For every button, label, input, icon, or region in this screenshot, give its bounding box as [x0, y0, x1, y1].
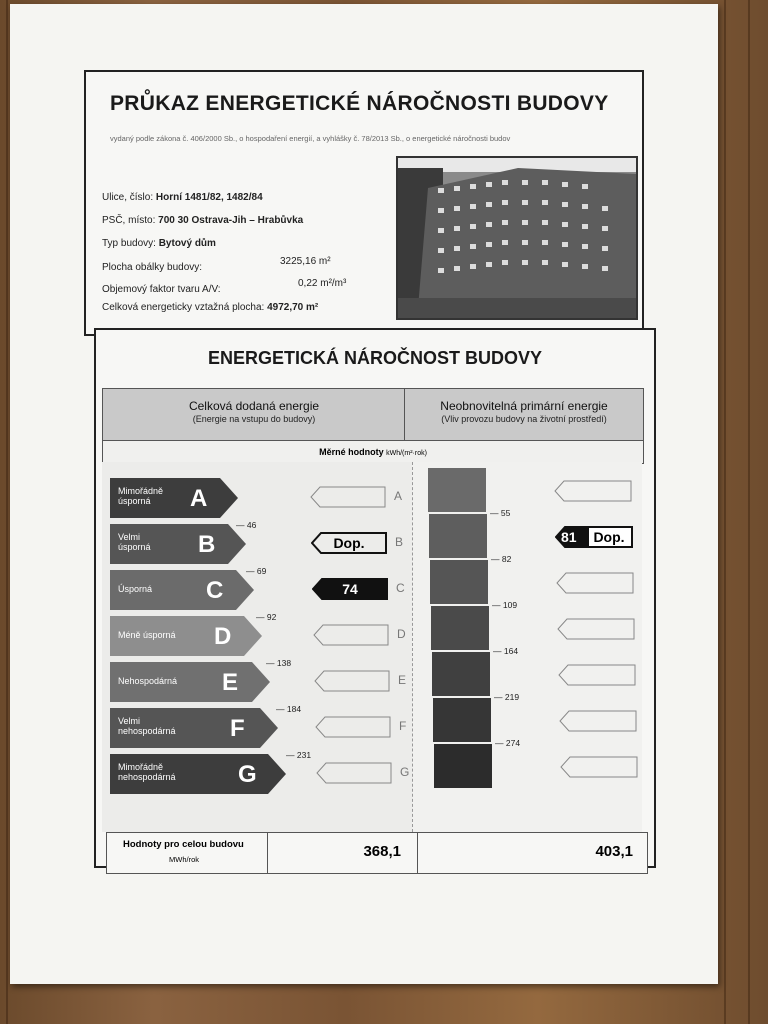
right-total-value: 403,1 [595, 843, 633, 860]
left-class-slot-b [311, 532, 387, 554]
slot-shape [316, 762, 392, 784]
left-column-subtitle: (Energie na vstupu do budovy) [192, 414, 316, 424]
slot-shape [310, 486, 386, 508]
totals-unit: MWh/rok [169, 855, 199, 864]
type-value: Bytový dům [158, 238, 216, 249]
slot-shape [314, 670, 390, 692]
class-label [118, 584, 152, 594]
class-label-line2: nehospodárná [118, 772, 176, 782]
slot-shape [313, 624, 389, 646]
class-arrow-g [110, 754, 286, 794]
area-label: Celková energeticky vztažná plocha: [102, 302, 265, 313]
class-arrow-d [110, 616, 262, 656]
slot-shape [557, 618, 635, 640]
left-class-slot-a [310, 486, 386, 508]
class-label-line1: Úsporná [118, 584, 153, 594]
rating-scales [102, 462, 642, 832]
left-side-letter: E [398, 673, 407, 687]
left-side-letter: A [394, 489, 403, 503]
class-letter: A [190, 485, 208, 512]
left-class-slot-c [312, 578, 388, 600]
page-subtitle: vydaný podle zákona č. 406/2000 Sb., o hospodaření energií, a vyhlášky č. 78/2013 Sb., o energetické náročnosti budov [110, 134, 511, 143]
primary-energy-bar-f [433, 698, 491, 742]
right-class-slot-d [557, 618, 635, 640]
class-arrow-b [110, 524, 246, 564]
rating-title: ENERGETICKÁ NÁROČNOST BUDOVY [207, 348, 543, 368]
slot-value: 81 [561, 529, 577, 545]
totals-label: Hodnoty pro celou budovu [123, 839, 244, 850]
street-label: Ulice, číslo: [102, 192, 154, 203]
primary-energy-bar-g [434, 744, 492, 788]
right-class-slot-c [556, 572, 634, 594]
totals-label-cell [107, 833, 268, 873]
psc-label: PSČ, místo: [102, 215, 156, 226]
left-side-letter: G [400, 765, 410, 779]
certificate [84, 70, 644, 870]
class-arrow-f [110, 708, 278, 748]
class-label-line1: Mimořádně [118, 762, 164, 772]
right-tick-label: — 109 [492, 600, 518, 610]
left-column-header [102, 388, 406, 442]
building-photo-image [398, 158, 636, 318]
slot-shape [556, 572, 634, 594]
envelope-value: 3225,16 m² [280, 256, 331, 267]
factor-value: 0,22 m²/m³ [298, 278, 347, 289]
factor-label: Objemový faktor tvaru A/V: [102, 284, 221, 295]
left-tick-label: — 46 [236, 520, 257, 530]
slot-text: Dop. [333, 535, 365, 551]
class-label [118, 486, 163, 506]
class-letter: E [222, 669, 239, 696]
slot-shape [315, 716, 391, 738]
right-tick-label: — 82 [491, 554, 512, 564]
left-class-slot-d [313, 624, 389, 646]
right-class-slot-e [558, 664, 636, 686]
type-label: Typ budovy: [102, 238, 156, 249]
building-info-box [84, 70, 644, 336]
right-column-header [404, 388, 644, 442]
left-tick-label: — 231 [286, 750, 312, 760]
energy-rating-box [94, 328, 656, 868]
right-tick-label: — 274 [495, 738, 521, 748]
class-label-line2: nehospodárná [118, 726, 176, 736]
class-label [118, 532, 151, 552]
class-label [118, 630, 176, 640]
class-label-line2: úsporná [118, 542, 151, 552]
totals-row [106, 832, 648, 874]
class-label [118, 676, 177, 686]
class-label-line2: úsporná [118, 496, 151, 506]
street-row [102, 192, 263, 203]
psc-value: 700 30 Ostrava-Jih – Hrabůvka [158, 215, 304, 226]
class-label-line1: Méně úsporná [118, 630, 176, 640]
primary-energy-bar-b [429, 514, 487, 558]
unit-label: Měrné hodnoty [319, 447, 384, 457]
class-letter: B [198, 531, 216, 558]
left-column-title: Celková dodaná energie [188, 399, 320, 413]
left-total-value: 368,1 [363, 843, 401, 860]
class-label-line1: Mimořádně [118, 486, 164, 496]
slot-dop: Dop. [593, 529, 625, 545]
type-row [102, 238, 216, 249]
left-tick-label: — 92 [256, 612, 277, 622]
right-column-subtitle: (Vliv provozu budovy na životní prostředí) [441, 414, 607, 424]
left-class-slot-e [314, 670, 390, 692]
right-tick-label: — 219 [494, 692, 520, 702]
left-class-slot-g [316, 762, 392, 784]
left-side-letter: F [399, 719, 407, 733]
unit-value: kWh/(m²·rok) [386, 450, 427, 457]
left-tick-label: — 69 [246, 566, 267, 576]
primary-energy-bar-c [430, 560, 488, 604]
left-class-slot-f [315, 716, 391, 738]
primary-energy-bar-a [428, 468, 486, 512]
right-tick-label: — 55 [490, 508, 511, 518]
left-tick-label: — 138 [266, 658, 292, 668]
class-arrow-c [110, 570, 254, 610]
street-value: Horní 1481/82, 1482/84 [155, 192, 263, 203]
class-label-line1: Velmi [118, 716, 141, 726]
slot-text: 74 [342, 581, 358, 597]
left-side-letter: C [396, 581, 405, 595]
slot-shape [560, 756, 638, 778]
primary-energy-bar-d [431, 606, 489, 650]
class-arrow-a [110, 478, 238, 518]
class-label [118, 762, 176, 782]
class-letter: F [230, 715, 245, 742]
primary-energy-bar-e [432, 652, 490, 696]
class-letter: D [214, 623, 232, 650]
right-class-slot-f [559, 710, 637, 732]
left-side-letter: B [395, 535, 404, 549]
right-class-slot-g [560, 756, 638, 778]
area-row [102, 302, 318, 313]
class-arrow-e [110, 662, 270, 702]
slot-shape [554, 480, 632, 502]
right-tick-label: — 164 [493, 646, 519, 656]
envelope-label: Plocha obálky budovy: [102, 262, 203, 273]
right-class-slot-a [554, 480, 632, 502]
right-column-title: Neobnovitelná primární energie [440, 399, 608, 413]
class-label [118, 716, 176, 736]
right-class-slot-b [555, 526, 633, 548]
class-label-line1: Velmi [118, 532, 141, 542]
slot-shape [558, 664, 636, 686]
class-letter: G [238, 761, 257, 788]
psc-row [102, 215, 303, 226]
left-total-cell [267, 833, 418, 873]
left-tick-label: — 184 [276, 704, 302, 714]
building-photo [396, 156, 638, 320]
unit-row [102, 440, 644, 464]
paper-sheet [10, 4, 718, 984]
slot-shape [559, 710, 637, 732]
class-letter: C [206, 577, 224, 604]
area-value: 4972,70 m² [267, 302, 319, 313]
left-side-letter: D [397, 627, 406, 641]
class-label-line1: Nehospodárná [118, 676, 178, 686]
page-title: PRŮKAZ ENERGETICKÉ NÁROČNOSTI BUDOVY [110, 92, 609, 115]
column-divider [412, 462, 413, 832]
